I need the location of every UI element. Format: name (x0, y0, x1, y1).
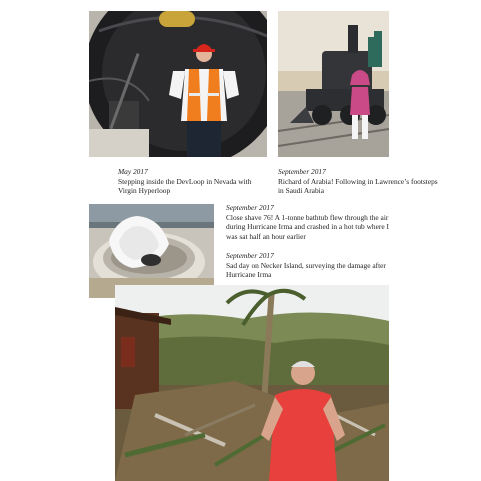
caption-date: May 2017 (118, 167, 148, 176)
caption-bathtub (226, 203, 391, 241)
caption-text: Sad day on Necker Island, surveying the damage after Hurricane Irma (226, 260, 386, 280)
caption-necker (226, 251, 391, 280)
bathtub-illustration (89, 204, 214, 298)
bathtub-photo (89, 204, 214, 298)
train-illustration (278, 11, 389, 157)
caption-arabia (278, 167, 438, 196)
caption-text: Stepping inside the DevLoop in Nevada with Virgin Hyperloop (118, 176, 252, 196)
necker-photo (115, 285, 389, 481)
hyperloop-illustration (89, 11, 267, 157)
caption-date: September 2017 (226, 203, 274, 212)
caption-date: September 2017 (278, 167, 326, 176)
caption-hyperloop (118, 167, 270, 196)
necker-illustration (115, 285, 389, 481)
caption-text: Close shave 76! A 1-tonne bathtub flew through the air during Hurricane Irma and crashed in a hot tub where I was sat half an hour earlier (226, 212, 389, 241)
caption-date: September 2017 (226, 251, 274, 260)
caption-text: Richard of Arabia! Following in Lawrence’s footsteps in Saudi Arabia (278, 176, 438, 196)
train-photo (278, 11, 389, 157)
hyperloop-photo (89, 11, 267, 157)
